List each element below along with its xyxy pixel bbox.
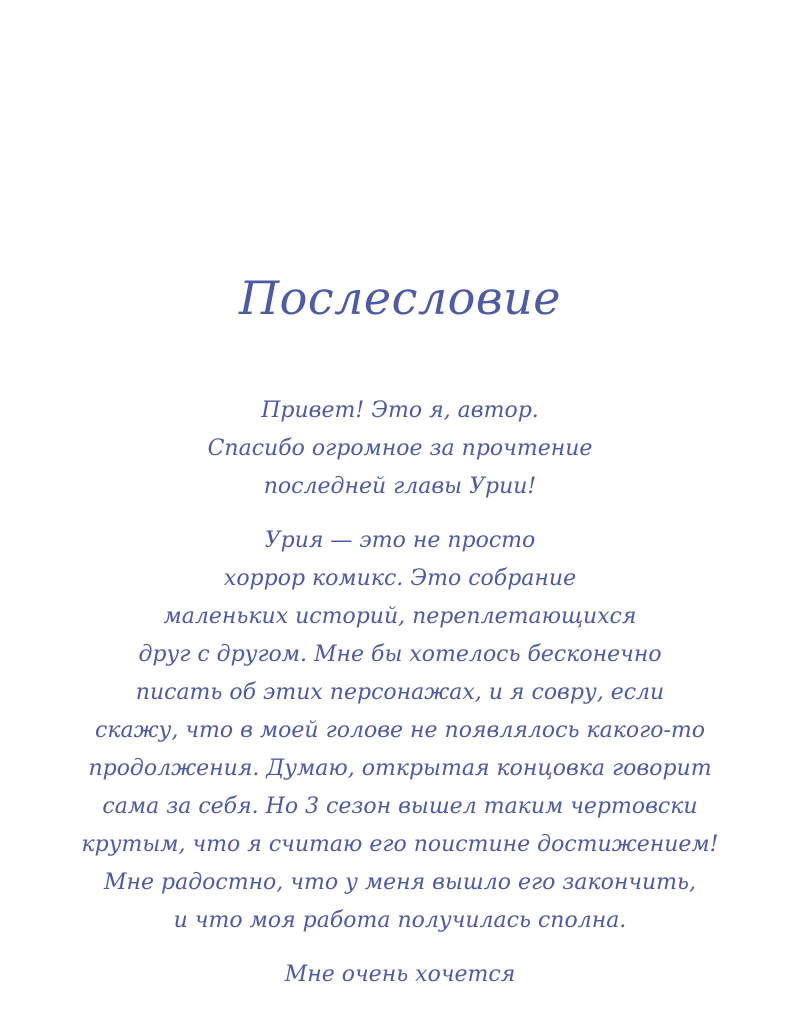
- text-line: скажу, что в моей голове не появлялось какого-то: [95, 718, 705, 743]
- page-title: Послесловие: [239, 271, 561, 325]
- text-line: крутым, что я считаю его поистине достижением!: [81, 832, 719, 857]
- text-line: Мне очень хочется: [284, 962, 516, 987]
- text-line: маленьких историй, переплетающихся: [163, 604, 637, 629]
- text-line: Мне радостно, что у меня вышло его закончить,: [103, 870, 697, 895]
- text-line: последней главы Урии!: [263, 474, 537, 499]
- text-line: хоррор комикс. Это собрание: [223, 566, 577, 591]
- text-line: продолжения. Думаю, открытая концовка говорит: [88, 756, 712, 781]
- text-line: Привет! Это я, автор.: [261, 398, 539, 423]
- greeting-paragraph: [60, 392, 740, 506]
- text-line: и что моя работа получилась сполна.: [173, 908, 627, 933]
- main-paragraph: [60, 522, 740, 940]
- afterword-body: [60, 392, 740, 994]
- text-line: Урия — это не просто: [264, 528, 536, 553]
- text-line: писать об этих персонажах, и я совру, если: [135, 680, 665, 705]
- text-line: сама за себя. Но 3 сезон вышел таким чертовски: [102, 794, 698, 819]
- closing-paragraph: [60, 956, 740, 994]
- text-line: друг с другом. Мне бы хотелось бесконечно: [138, 642, 662, 667]
- text-line: Спасибо огромное за прочтение: [207, 436, 593, 461]
